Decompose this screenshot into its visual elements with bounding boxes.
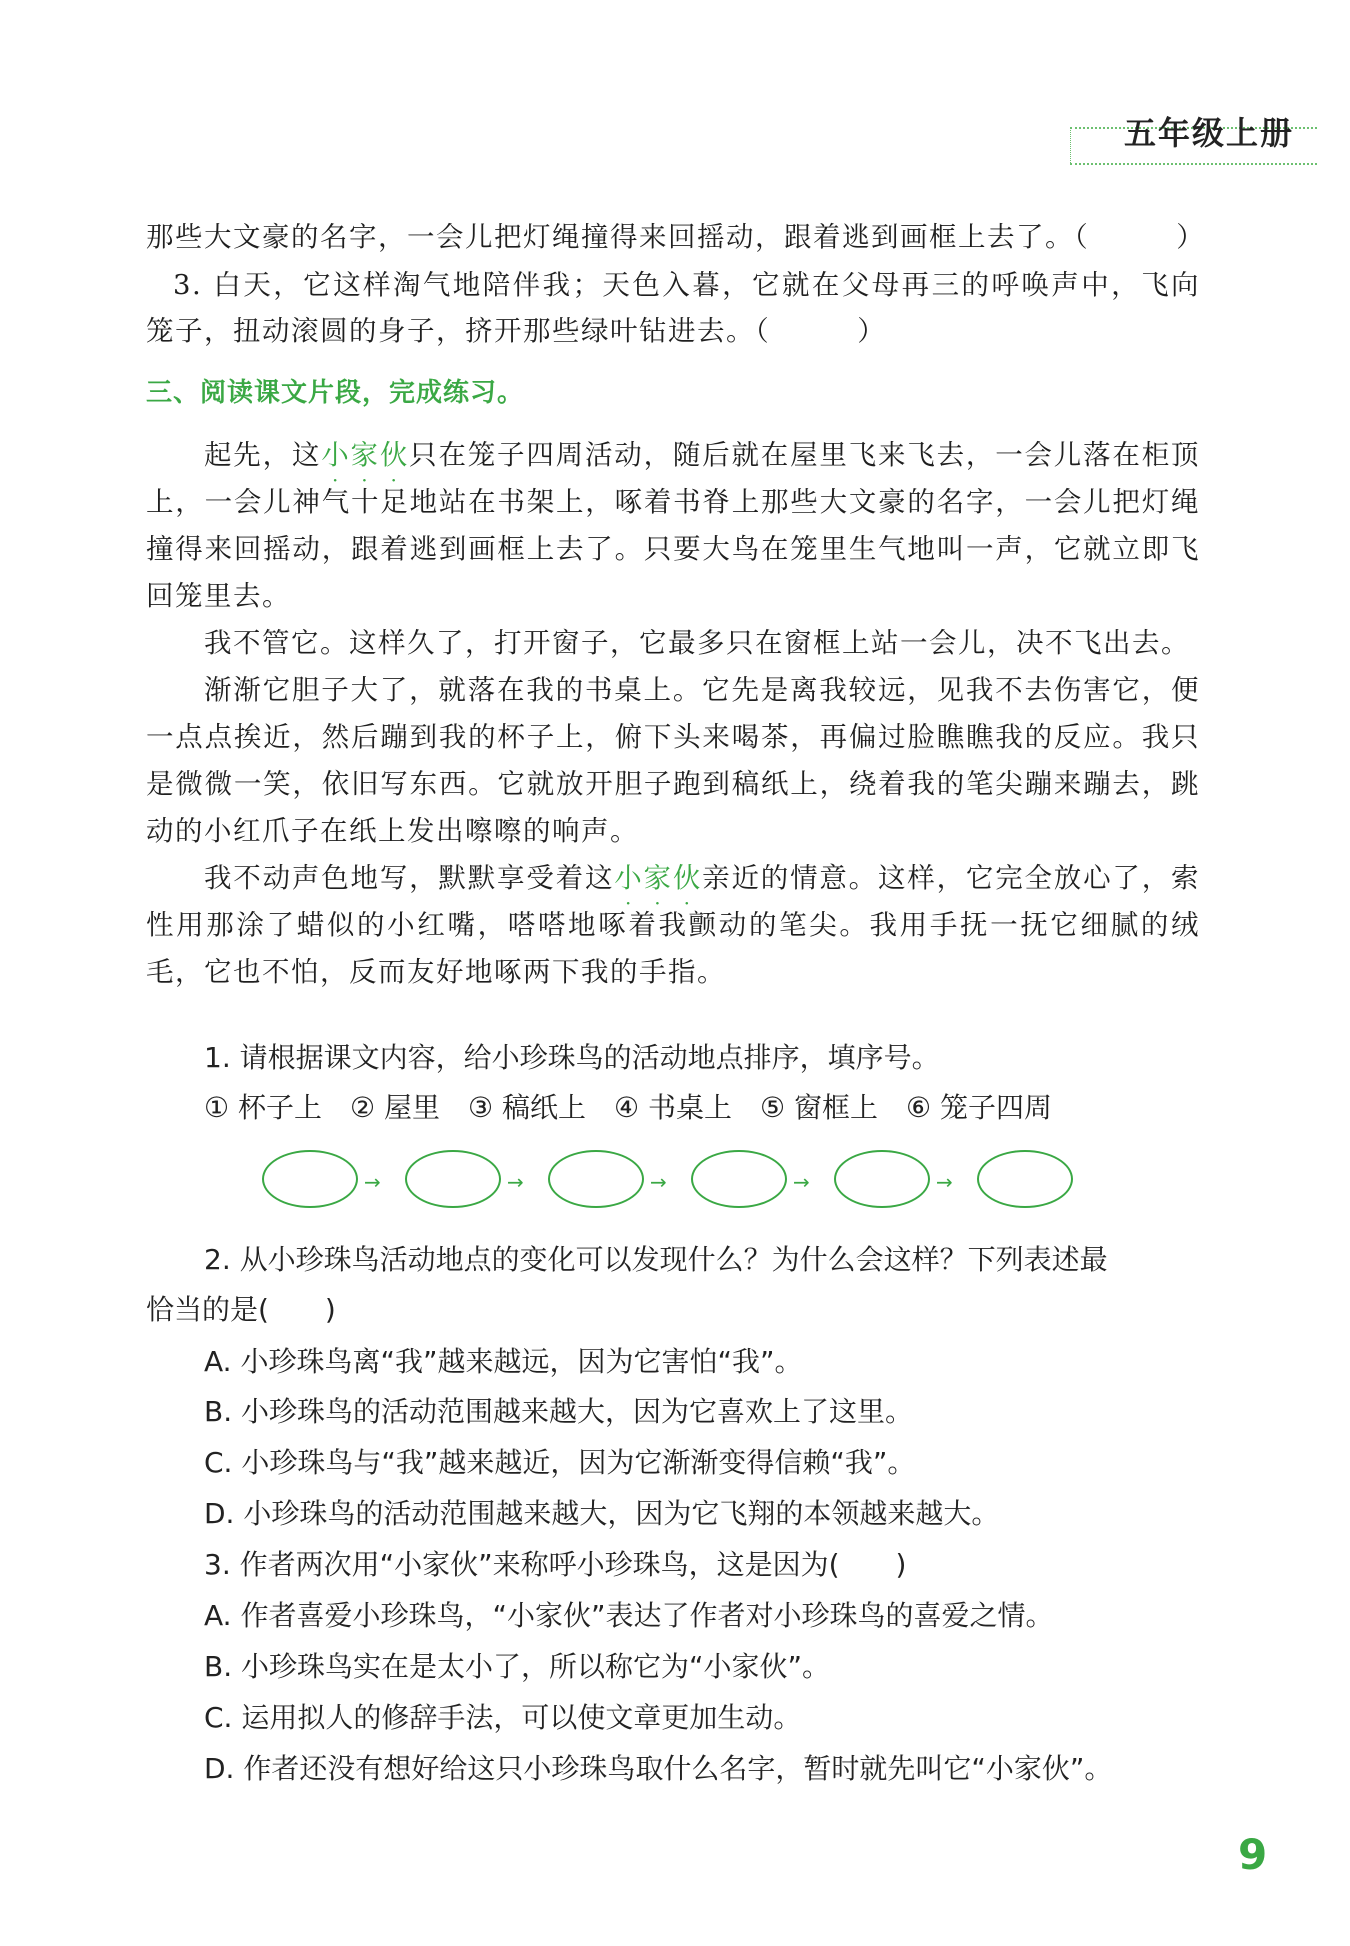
- question-1: 1. 请根据课文内容，给小珍珠鸟的活动地点排序，填序号。: [204, 1041, 940, 1074]
- option-a[interactable]: A. 小珍珠鸟离“我”越来越远，因为它害怕“我”。: [204, 1345, 803, 1378]
- passage-line: 毛，它也不怕，反而友好地啄两下我的手指。: [146, 956, 726, 988]
- answer-ellipse-1[interactable]: [262, 1150, 358, 1208]
- answer-ellipse-6[interactable]: [977, 1150, 1073, 1208]
- page-number: 9: [1238, 1830, 1268, 1879]
- option-b[interactable]: B. 小珍珠鸟实在是太小了，所以称它为“小家伙”。: [204, 1650, 831, 1683]
- passage-text: 亲近的情意。这样，它完全放心了，索: [702, 862, 1201, 894]
- emphasis-dots: · · ·: [331, 468, 399, 492]
- passage-line: 一点点挨近，然后蹦到我的杯子上，俯下头来喝茶，再偏过脸瞧瞧我的反应。我只: [146, 721, 1200, 753]
- text-line: 3. 白天，它这样淘气地陪伴我；天色入暮，它就在父母再三的呼唤声中，飞向: [173, 269, 1200, 301]
- arrow-right-icon: →: [507, 1170, 524, 1194]
- passage-line: 是微微一笑，依旧写东西。它就放开胆子跑到稿纸上，绕着我的笔尖蹦来蹦去，跳: [146, 768, 1200, 800]
- keyword-highlight: [321, 439, 410, 492]
- answer-ellipse-2[interactable]: [405, 1150, 501, 1208]
- keyword-highlight: [614, 862, 703, 915]
- arrow-right-icon: →: [793, 1170, 810, 1194]
- option-a[interactable]: A. 作者喜爱小珍珠鸟，“小家伙”表达了作者对小珍珠鸟的喜爱之情。: [204, 1599, 1054, 1632]
- arrow-right-icon: →: [364, 1170, 381, 1194]
- arrow-right-icon: →: [936, 1170, 953, 1194]
- question-2: 2. 从小珍珠鸟活动地点的变化可以发现什么？为什么会这样？下列表述最: [204, 1243, 1108, 1276]
- sequence-answer-row: [262, 1150, 1082, 1212]
- question-2-cont: 恰当的是( ): [146, 1293, 336, 1326]
- passage-line: 上，一会儿神气十足地站在书架上，啄着书脊上那些大文豪的名字，一会儿把灯绳: [146, 486, 1200, 518]
- answer-ellipse-3[interactable]: [548, 1150, 644, 1208]
- passage-text: 只在笼子四周活动，随后就在屋里飞来飞去，一会儿落在柜顶: [409, 439, 1201, 471]
- option-c[interactable]: C. 运用拟人的修辞手法，可以使文章更加生动。: [204, 1701, 802, 1734]
- keyword-text: 小家伙: [614, 862, 703, 894]
- option-b[interactable]: B. 小珍珠鸟的活动范围越来越大，因为它喜欢上了这里。: [204, 1395, 914, 1428]
- passage-line: [204, 432, 1201, 492]
- passage-line: 我不管它。这样久了，打开窗子，它最多只在窗框上站一会儿，决不飞出去。: [204, 627, 1190, 659]
- option-c[interactable]: C. 小珍珠鸟与“我”越来越近，因为它渐渐变得信赖“我”。: [204, 1446, 916, 1479]
- question-1-options: ① 杯子上 ② 屋里 ③ 稿纸上 ④ 书桌上 ⑤ 窗框上 ⑥ 笼子四周: [204, 1091, 1053, 1124]
- passage-line: 撞得来回摇动，跟着逃到画框上去了。只要大鸟在笼里生气地叫一声，它就立即飞: [146, 533, 1200, 565]
- arrow-right-icon: →: [650, 1170, 667, 1194]
- passage-text: 我不动声色地写，默默享受着这: [204, 862, 615, 894]
- section-heading: 三、阅读课文片段，完成练习。: [146, 378, 525, 408]
- passage-line: 回笼里去。: [146, 580, 291, 612]
- answer-ellipse-4[interactable]: [691, 1150, 787, 1208]
- text-line: 那些大文豪的名字，一会儿把灯绳撞得来回摇动，跟着逃到画框上去了。（ ）: [146, 221, 1206, 253]
- passage-line: 渐渐它胆子大了，就落在我的书桌上。它先是离我较远，见我不去伤害它，便: [204, 674, 1200, 706]
- keyword-text: 小家伙: [321, 439, 410, 471]
- emphasis-dots: · · ·: [624, 891, 692, 915]
- passage-text: 起先，这: [204, 439, 322, 471]
- grade-label: 五年级上册: [1124, 114, 1295, 152]
- question-3: 3. 作者两次用“小家伙”来称呼小珍珠鸟，这是因为( ): [204, 1548, 907, 1581]
- passage-line: 性用那涂了蜡似的小红嘴，嗒嗒地啄着我颤动的笔尖。我用手抚一抚它细腻的绒: [146, 909, 1200, 941]
- passage-line: [204, 855, 1201, 915]
- option-d[interactable]: D. 作者还没有想好给这只小珍珠鸟取什么名字，暂时就先叫它“小家伙”。: [204, 1752, 1113, 1785]
- option-d[interactable]: D. 小珍珠鸟的活动范围越来越大，因为它飞翔的本领越来越大。: [204, 1497, 1000, 1530]
- answer-ellipse-5[interactable]: [834, 1150, 930, 1208]
- passage-line: 动的小红爪子在纸上发出嚓嚓的响声。: [146, 815, 639, 847]
- text-line: 笼子，扭动滚圆的身子，挤开那些绿叶钻进去。（ ）: [146, 315, 887, 347]
